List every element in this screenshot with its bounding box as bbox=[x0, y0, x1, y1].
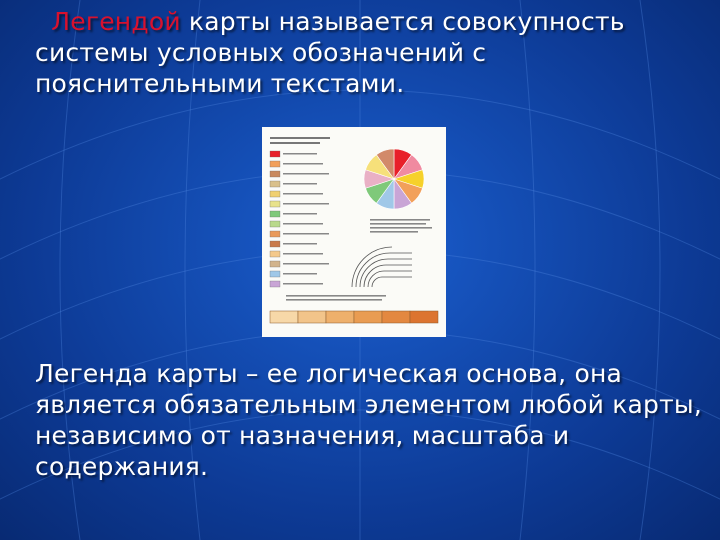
legend-swatch-text bbox=[283, 193, 323, 195]
legend-swatch bbox=[270, 161, 280, 167]
legend-swatch-text bbox=[283, 273, 317, 275]
legend-swatch bbox=[270, 281, 280, 287]
scale-bar-segment bbox=[326, 311, 354, 323]
scale-bar-segment bbox=[354, 311, 382, 323]
legend-swatch bbox=[270, 171, 280, 177]
legend-swatch bbox=[270, 191, 280, 197]
legend-scale-bar bbox=[270, 311, 438, 323]
legend-pie bbox=[364, 149, 424, 209]
scale-bar-segment bbox=[298, 311, 326, 323]
legend-swatch bbox=[270, 241, 280, 247]
legend-swatch bbox=[270, 271, 280, 277]
highlight-term: Легендой bbox=[51, 7, 181, 36]
legend-swatch-text bbox=[283, 183, 317, 185]
scale-bar-segment bbox=[382, 311, 410, 323]
legend-swatch-text bbox=[283, 213, 317, 215]
legend-swatches bbox=[270, 151, 329, 287]
legend-swatch bbox=[270, 261, 280, 267]
legend-swatch-text bbox=[283, 283, 323, 285]
legend-swatch-text bbox=[283, 203, 329, 205]
legend-swatch-text bbox=[283, 163, 323, 165]
explanation-paragraph: Легенда карты – ее логическая основа, она является обязательным элементом любой карты, независимо от назначения, масштаба и содержания. bbox=[35, 359, 702, 481]
legend-swatch bbox=[270, 231, 280, 237]
legend-swatch-text bbox=[283, 253, 323, 255]
legend-swatch-text bbox=[283, 263, 329, 265]
legend-swatch-text bbox=[283, 243, 317, 245]
scale-bar-segment bbox=[410, 311, 438, 323]
definition-text: карты называется совокупность системы условных обозначений с пояснительными текстами. bbox=[35, 7, 625, 98]
legend-arcs bbox=[352, 247, 412, 287]
legend-swatch bbox=[270, 201, 280, 207]
legend-swatch bbox=[270, 181, 280, 187]
legend-swatch bbox=[270, 221, 280, 227]
legend-swatch-text bbox=[283, 153, 317, 155]
definition-paragraph bbox=[35, 6, 705, 99]
legend-swatch bbox=[270, 251, 280, 257]
map-legend-image bbox=[262, 127, 446, 337]
map-legend-illustration bbox=[262, 127, 446, 337]
legend-swatch-text bbox=[283, 223, 323, 225]
legend-swatch bbox=[270, 151, 280, 157]
legend-swatch-text bbox=[283, 173, 329, 175]
scale-bar-segment bbox=[270, 311, 298, 323]
legend-swatch-text bbox=[283, 233, 329, 235]
legend-swatch bbox=[270, 211, 280, 217]
